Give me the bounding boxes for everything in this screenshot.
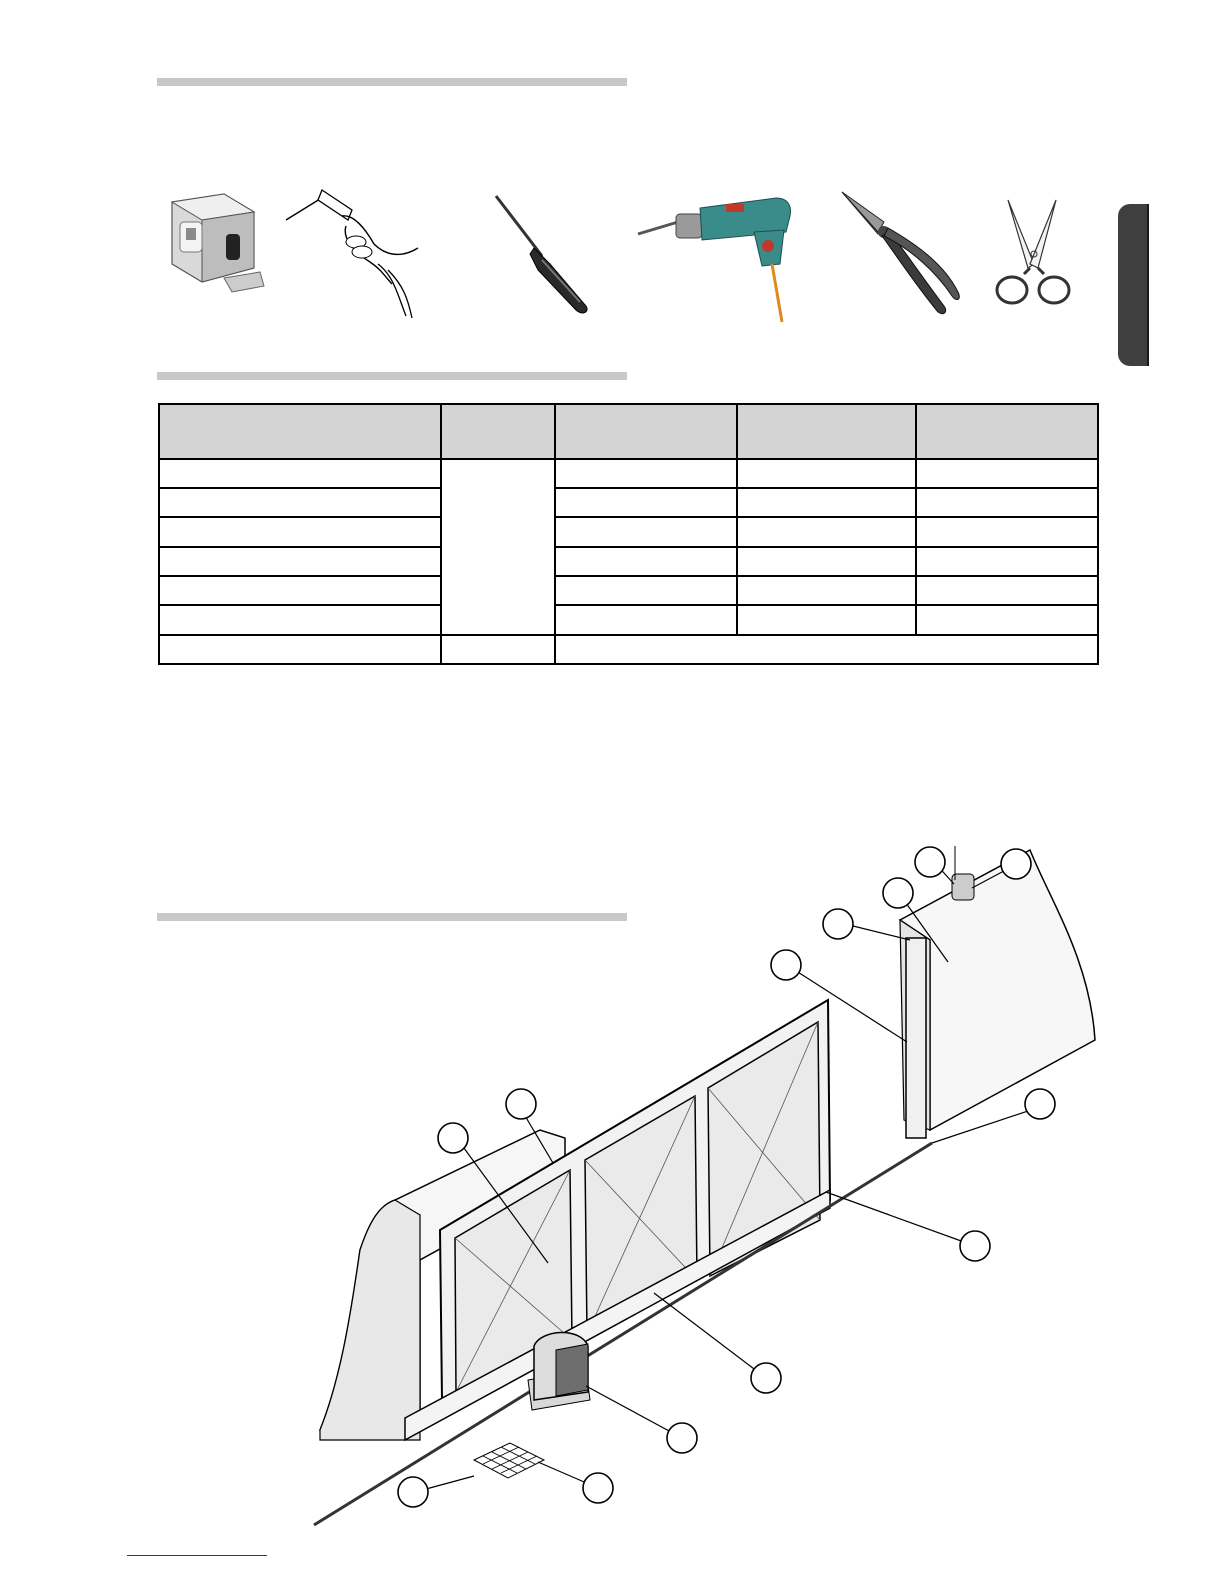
table-cell [555,576,737,605]
table-cell [159,605,441,634]
callout-5 [771,950,801,980]
callout-2 [915,847,945,877]
section-divider-tools [157,78,627,86]
scissors-icon [994,196,1074,308]
table-row [159,459,1098,488]
table-cell [555,517,737,546]
table-cell [916,547,1098,576]
gate-installation-diagram [300,840,1104,1560]
callout-8 [1025,1089,1055,1119]
callout-13 [398,1477,428,1507]
table-cell [555,605,737,634]
screwdriver-icon [490,192,600,316]
table-cell [916,576,1098,605]
drill-icon [636,194,800,324]
table-row [159,635,1098,664]
table-cell [737,459,916,488]
callout-1 [1001,849,1031,879]
gate-motor [528,1332,590,1410]
callout-3 [883,878,913,908]
callout-10 [751,1363,781,1393]
callout-6 [506,1089,536,1119]
table-cell [555,459,737,488]
table-cell [441,635,555,664]
table-cell [737,605,916,634]
table-cell [916,488,1098,517]
table-cell [555,547,737,576]
table-cell [737,517,916,546]
table-cell [916,517,1098,546]
table-row [159,547,1098,576]
table-cell [159,547,441,576]
table-row [159,517,1098,546]
pliers-icon [838,188,968,318]
callout-9 [960,1231,990,1261]
welder-icon [282,186,432,320]
callout-7 [438,1123,468,1153]
table-cell [159,635,441,664]
safety-mesh [474,1443,544,1478]
table-header-cell [441,404,555,459]
footer-link-underline [127,1555,267,1556]
table-row [159,576,1098,605]
table-row [159,488,1098,517]
table-merged-cell [441,459,555,635]
table-row [159,605,1098,634]
table-header-cell [159,404,441,459]
callout-12 [583,1473,613,1503]
table-cell [737,488,916,517]
photocell-column [906,938,926,1138]
table-cell [159,517,441,546]
table-cell [916,605,1098,634]
table-header-cell [555,404,737,459]
specification-table [158,403,1099,665]
side-tab [1118,204,1147,366]
section-divider-table [157,372,627,380]
table-header-row [159,404,1098,459]
table-cell [159,576,441,605]
callout-11 [667,1423,697,1453]
table-header-cell [916,404,1098,459]
table-cell [737,547,916,576]
table-header-cell [737,404,916,459]
table-cell [159,488,441,517]
table-cell [159,459,441,488]
table-cell [916,459,1098,488]
tape-measure-icon [162,190,272,302]
table-cell [737,576,916,605]
table-cell [555,488,737,517]
callout-4 [823,909,853,939]
table-merged-cell [555,635,1098,664]
